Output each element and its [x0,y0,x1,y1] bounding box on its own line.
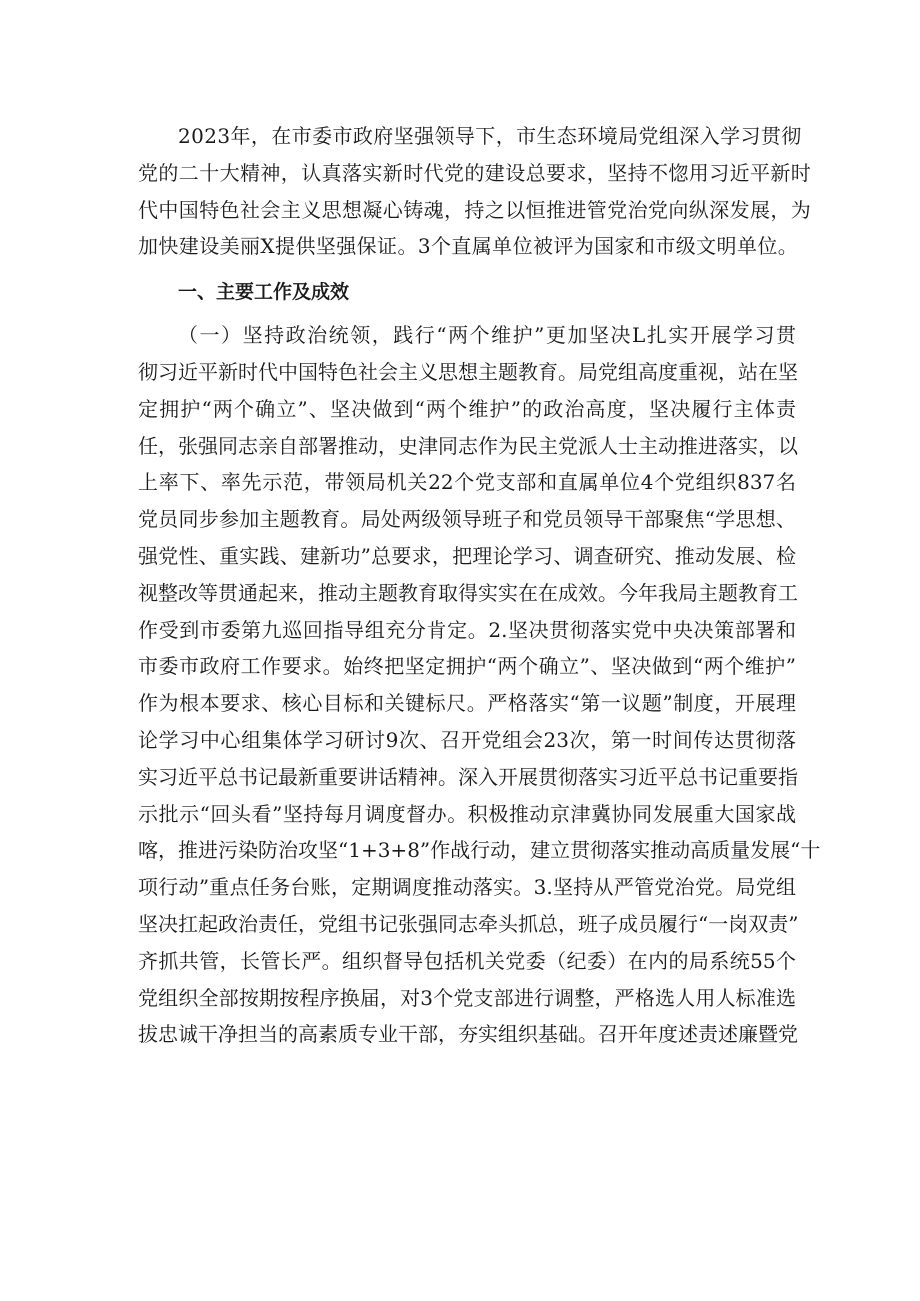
paragraph-line: 强党性、重实践、建新功”总要求，把理论学习、调查研究、推动发展、检 [138,543,796,568]
paragraph-line: 实习近平总书记最新重要讲话精神。深入开展贯彻落实习近平总书记重要指 [138,764,798,789]
paragraph-line: 定拥护“两个确立”、坚决做到“两个维护”的政治高度，坚决履行主体责 [138,396,796,421]
intro-paragraph [138,118,812,265]
paragraph-line: 示批示“回头看”坚持每月调度督办。积极推动京津冀协同发展重大国家战 [138,801,796,826]
paragraph-line: 市委市政府工作要求。始终把坚定拥护“两个确立”、坚决做到“两个维护” [138,654,796,679]
paragraph-line: 党的二十大精神，认真落实新时代党的建设总要求，坚持不惚用习近平新时 [138,160,812,185]
body-paragraph [138,317,821,1053]
paragraph-line: 2023年，在市委市政府坚强领导下，市生态环境局党组深入学习贯彻 [178,124,802,148]
paragraph-line: 项行动”重点任务台账，定期调度推动落实。3.坚持从严管党治党。局党组 [138,875,796,900]
paragraph-line: 任，张强同志亲自部署推动，史津同志作为民主党派人士主动推进落实，以 [138,433,798,458]
paragraph-line: 代中国特色社会主义思想凝心铸魂，持之以恒推进管党治党向纵深发展，为 [138,197,812,222]
paragraph-line: 作受到市委第九巡回指导组充分肯定。2.坚决贯彻落实党中央决策部署和 [138,617,796,642]
document-page [138,118,821,1053]
section-heading: 一、主要工作及成效 [178,281,350,304]
paragraph-line: 彻习近平新时代中国特色社会主义思想主题教育。局党组高度重视，站在坚 [138,359,798,384]
paragraph-line: 作为根本要求、核心目标和关键标尺。严格落实“第一议题”制度，开展理 [138,691,796,716]
paragraph-line: 加快建设美丽X提供坚强保证。3个直属单位被评为国家和市级文明单位。 [138,234,799,259]
paragraph-line: 论学习中心组集体学习研讨9次、召开党组会23次，第一时间传达贯彻落 [138,727,796,752]
paragraph-line: 齐抓共管，长管长严。组织督导包括机关党委（纪委）在内的局系统55个 [138,948,796,973]
paragraph-line: 上率下、率先示范，带领局机关22个党支部和直属单位4个党组织837名 [138,470,796,495]
paragraph-line: 坚决扛起政治责任，党组书记张强同志牵头抓总，班子成员履行“一岗双责” [138,911,799,936]
paragraph-line: 拔忠诚干净担当的高素质专业干部，夯实组织基础。召开年度述责述廉暨党 [138,1022,798,1047]
paragraph-line: 党组织全部按期按程序换届，对3个党支部进行调整，严格选人用人标准选 [138,985,796,1010]
paragraph-line: 视整改等贯通起来，推动主题教育取得实实在在成效。今年我局主题教育工 [138,580,798,605]
paragraph-line: 喀，推进污染防治攻坚“1+3+8”作战行动，建立贯彻落实推动高质量发展“十 [138,838,821,863]
paragraph-line: 党员同步参加主题教育。局处两级领导班子和党员领导干部聚焦“学思想、 [138,507,796,532]
paragraph-line: （一）坚持政治统领，践行“两个维护”更加坚决L扎实开展学习贯 [178,323,796,348]
